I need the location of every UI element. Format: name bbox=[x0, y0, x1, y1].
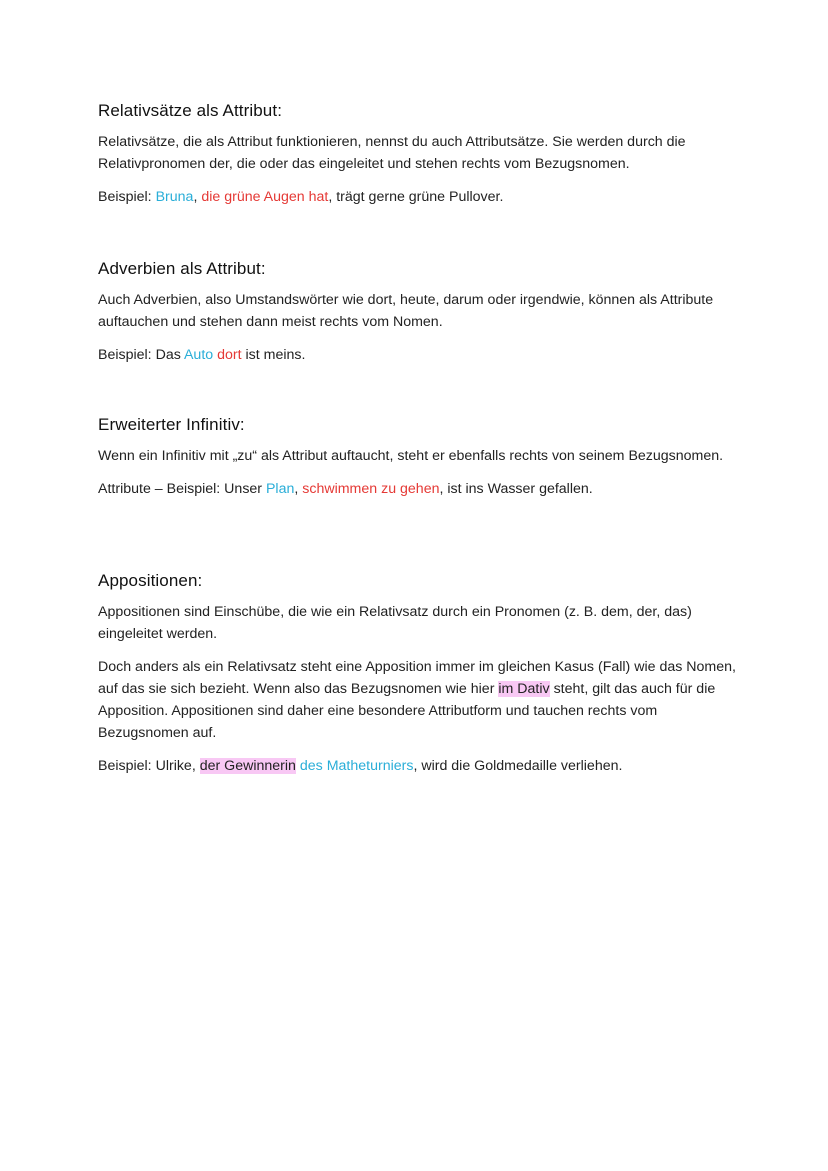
example-attribute: die grüne Augen hat bbox=[201, 189, 329, 205]
section-heading: Adverbien als Attribut: bbox=[98, 259, 266, 278]
example-noun: des Matheturniers bbox=[299, 758, 414, 774]
example-highlight: der Gewinnerin bbox=[199, 758, 296, 774]
dativ-after: steht, gilt das auch für die Apposition. Appositionen sind daher eine besondere Attributform und tauchen rechts vom Bezugsnomen auf. bbox=[98, 681, 716, 741]
example-prefix: Attribute – Beispiel: Unser bbox=[98, 481, 266, 497]
example-separator: , bbox=[294, 481, 303, 497]
section-adverbien bbox=[98, 258, 738, 366]
dativ-highlight: im Dativ bbox=[498, 681, 550, 697]
example-suffix: , trägt gerne grüne Pullover. bbox=[328, 189, 504, 205]
example-line bbox=[98, 478, 738, 500]
example-noun: Auto bbox=[183, 347, 214, 363]
section-appositionen bbox=[98, 570, 738, 777]
example-suffix: ist meins. bbox=[241, 347, 306, 363]
example-prefix: Beispiel: bbox=[98, 189, 156, 205]
example-prefix: Beispiel: Ulrike, bbox=[98, 758, 200, 774]
example-prefix: Beispiel: Das bbox=[98, 347, 184, 363]
example-attribute: schwimmen zu gehen bbox=[302, 481, 440, 497]
section-paragraph: Auch Adverbien, also Umstandswörter wie dort, heute, darum oder irgendwie, können als Attribute auftauchen und stehen dann meist rechts vom Nomen. bbox=[98, 292, 714, 330]
example-noun: Bruna bbox=[155, 189, 194, 205]
example-suffix: , wird die Goldmedaille verliehen. bbox=[413, 758, 623, 774]
section-relativsaetze bbox=[98, 100, 738, 208]
section-heading: Appositionen: bbox=[98, 571, 203, 590]
example-noun: Plan bbox=[265, 481, 295, 497]
section-paragraph: Wenn ein Infinitiv mit „zu“ als Attribut auftaucht, steht er ebenfalls rechts von seinem Bezugsnomen. bbox=[98, 448, 724, 464]
example-line bbox=[98, 755, 738, 777]
example-line bbox=[98, 344, 738, 366]
dativ-paragraph bbox=[98, 656, 738, 744]
section-infinitiv bbox=[98, 414, 738, 500]
example-suffix: , ist ins Wasser gefallen. bbox=[439, 481, 593, 497]
dativ-before: Doch anders als ein Relativsatz steht eine Apposition immer im gleichen Kasus (Fall) wie das Nomen, auf das sie sich bezieht. Wenn also das Bezugsnomen wie hier bbox=[98, 659, 736, 697]
example-line bbox=[98, 186, 738, 208]
example-separator: , bbox=[193, 189, 202, 205]
section-heading: Relativsätze als Attribut: bbox=[98, 101, 283, 120]
section-paragraph: Appositionen sind Einschübe, die wie ein Relativsatz durch ein Pronomen (z. B. dem, der, das) eingeleitet werden. bbox=[98, 604, 692, 642]
section-paragraph: Relativsätze, die als Attribut funktionieren, nennst du auch Attributsätze. Sie werden durch die Relativpronomen der, die oder das eingeleitet und stehen rechts vom Bezugsnomen. bbox=[98, 134, 686, 172]
example-attribute: dort bbox=[217, 347, 242, 363]
section-heading: Erweiterter Infinitiv: bbox=[98, 415, 245, 434]
